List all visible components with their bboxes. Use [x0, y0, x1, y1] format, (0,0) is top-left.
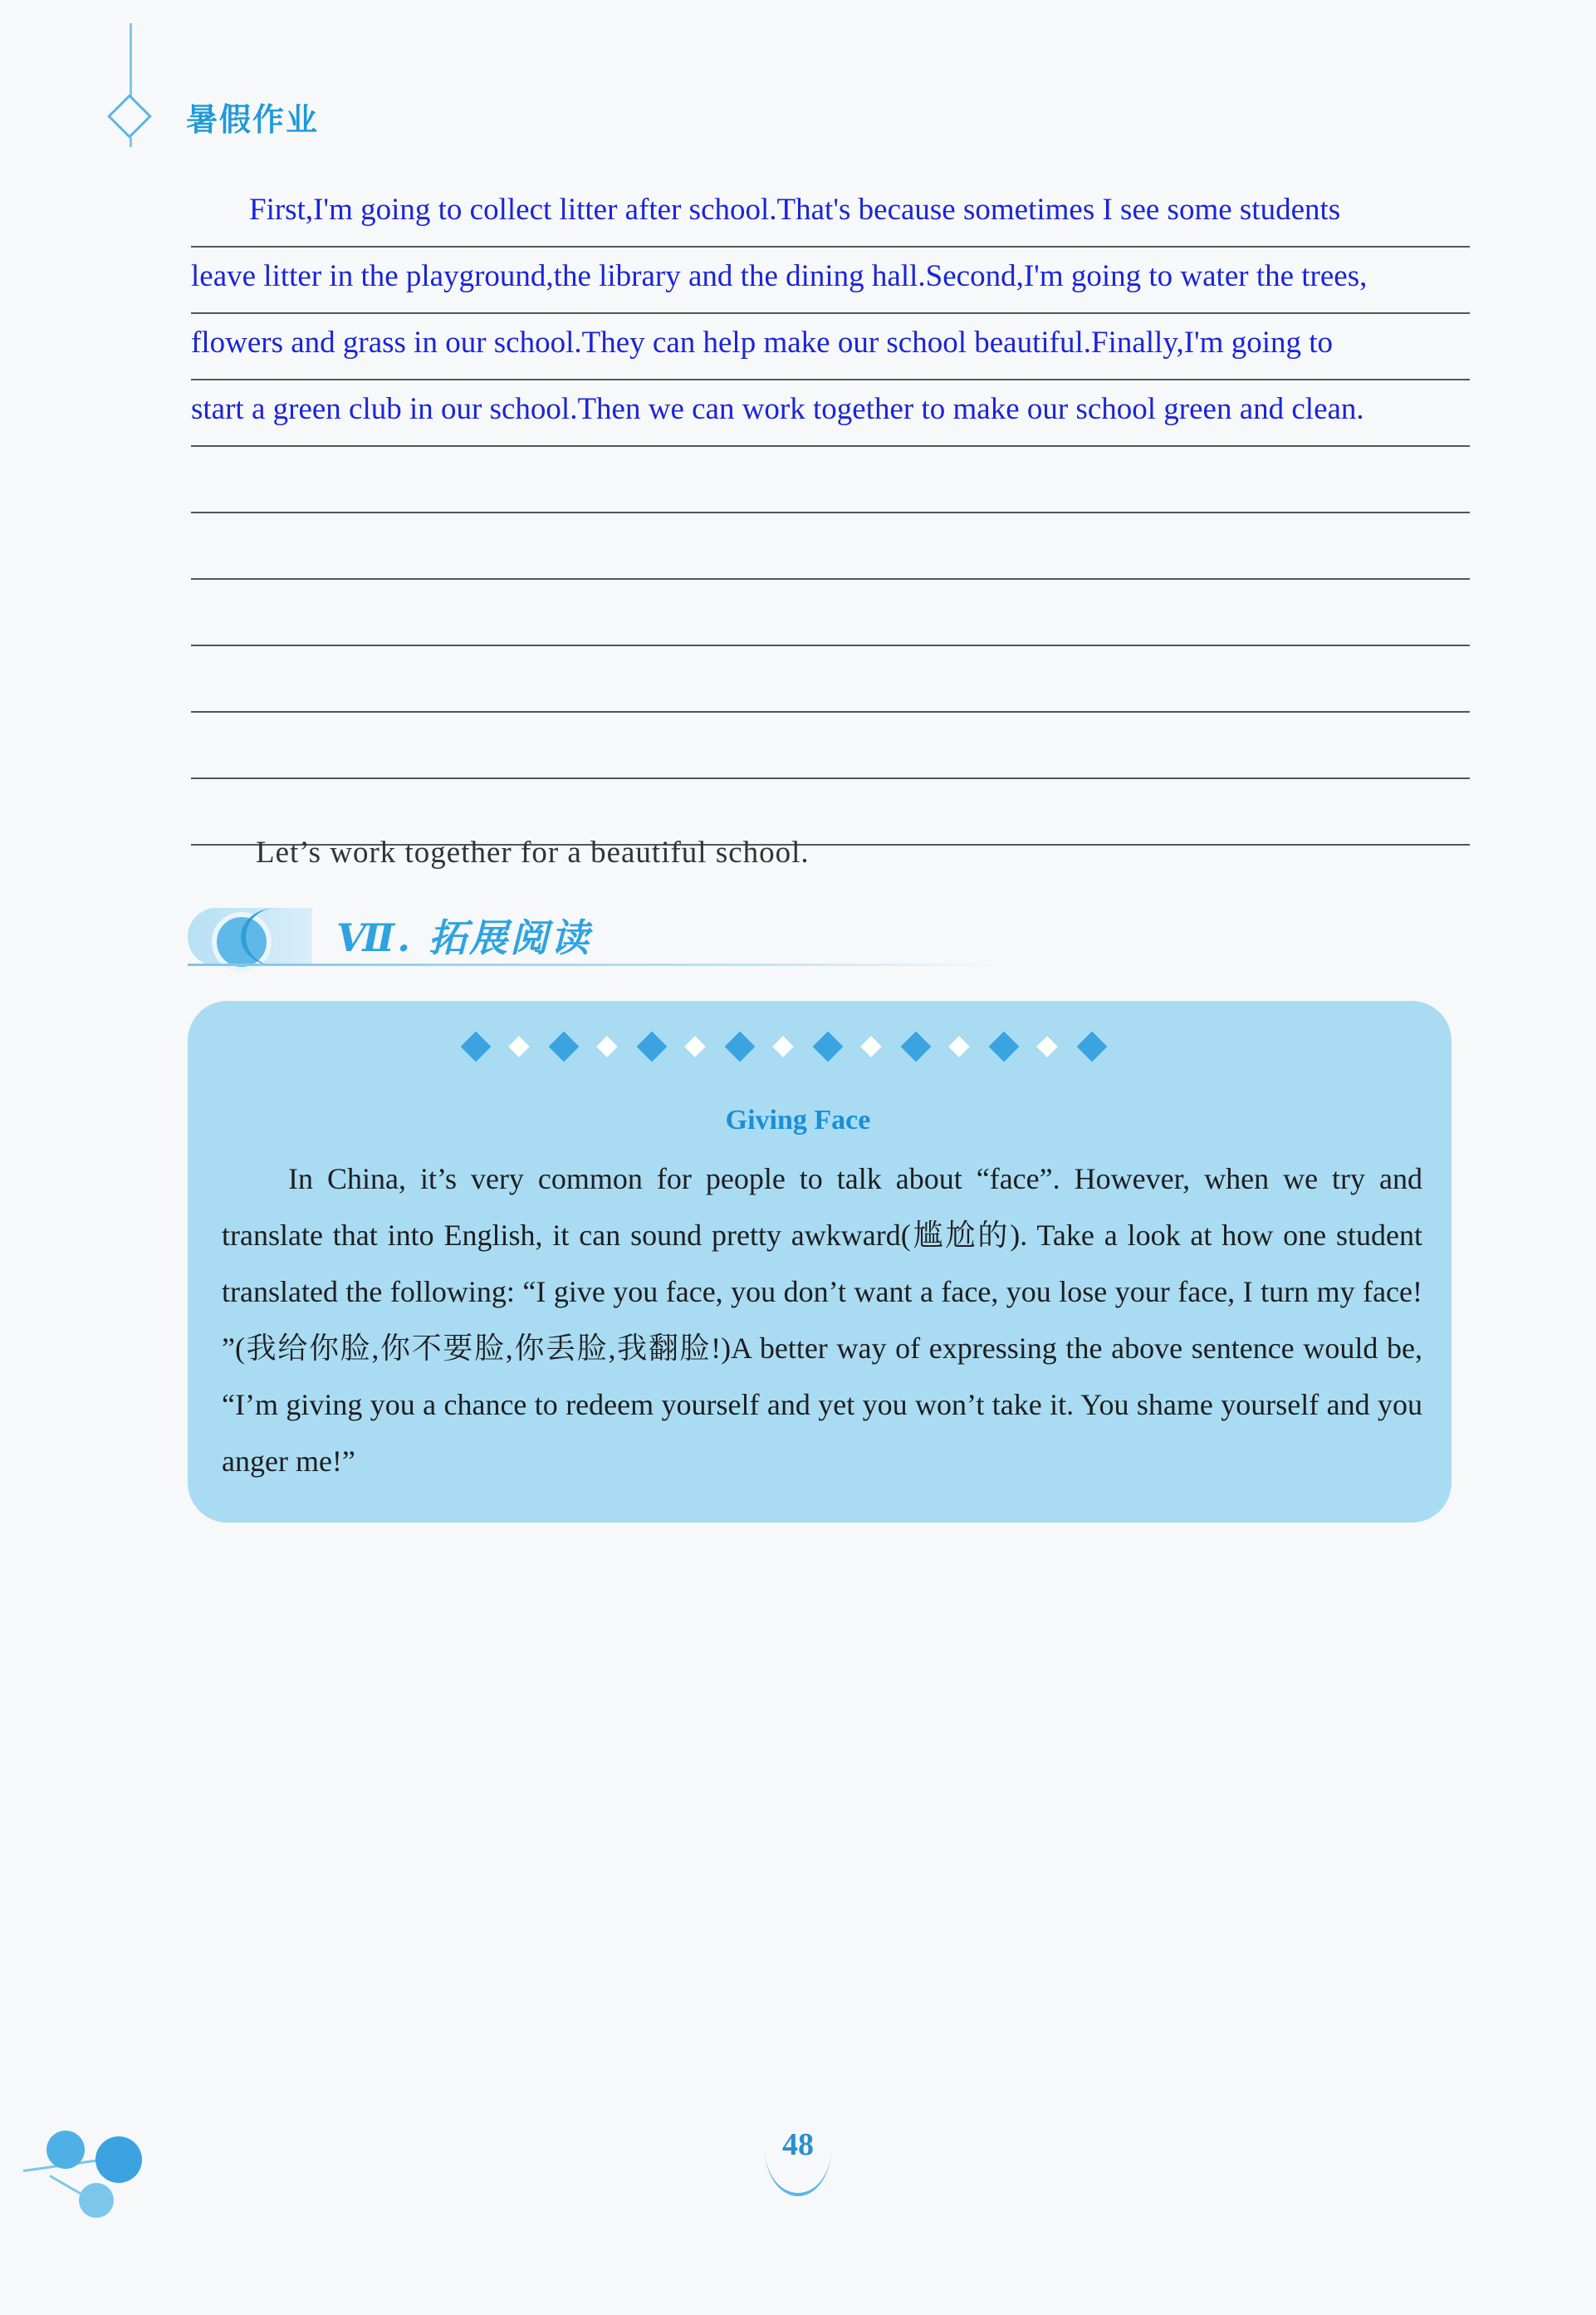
diamond-icon	[684, 1036, 705, 1057]
blank-writing-line	[191, 513, 1470, 580]
reading-title: Giving Face	[725, 1105, 871, 1135]
header-title: 暑假作业	[186, 101, 320, 138]
header-line	[130, 23, 132, 105]
blank-writing-line	[191, 580, 1470, 646]
diamond-icon	[948, 1036, 969, 1057]
answer-line: start a green club in our school.Then we can work together to make our school green and clean.	[191, 380, 1470, 447]
section-title: Ⅶ. 拓展阅读	[336, 915, 592, 960]
arc-decoration	[241, 908, 312, 966]
diamond-icon	[1077, 1032, 1108, 1062]
diamond-icon	[989, 1032, 1020, 1062]
header-line-lower	[130, 137, 132, 147]
diamond-row-decoration	[465, 1036, 1146, 1066]
closing-sentence: Let’s work together for a beautiful school.	[256, 836, 810, 870]
diamond-icon	[637, 1032, 668, 1062]
blank-writing-line	[191, 646, 1470, 713]
diamond-icon	[860, 1036, 881, 1057]
bubble-icon	[95, 2136, 142, 2183]
answer-line: flowers and grass in our school.They can help make our school beautiful.Finally,I'm going to	[191, 314, 1470, 380]
answer-area	[191, 181, 1470, 846]
diamond-icon	[772, 1036, 793, 1057]
diamond-icon	[508, 1036, 529, 1057]
diamond-icon	[725, 1032, 756, 1062]
reading-paragraph: In China, it’s very common for people to talk about “face”. However, when we try and translate that into English, it can sound pretty awkward(尴尬的). Take a look at how one student translated the following: “I give you face, you don’t want a face, you lose your face, I turn my face! ”(我给你脸,你不要脸,你丢脸,我翻脸!)A better way of expressing the above sentence would be, “I’m giving you a chance to redeem yourself and yet you won’t take it. You shame yourself and you anger me!”	[222, 1162, 1422, 1478]
blank-writing-line	[191, 713, 1470, 779]
blank-writing-line	[191, 447, 1470, 513]
reading-passage	[222, 1150, 1422, 1489]
page-number: 48	[782, 2127, 814, 2162]
diamond-icon	[461, 1032, 492, 1062]
diamond-icon	[1036, 1036, 1057, 1057]
bubble-icon	[79, 2183, 114, 2218]
diamond-icon	[596, 1036, 617, 1057]
bubble-icon	[47, 2131, 85, 2169]
diamond-icon	[107, 94, 152, 139]
answer-line: leave litter in the playground,the library and the dining hall.Second,I'm going to water the trees,	[191, 248, 1470, 314]
section-divider	[188, 964, 1001, 966]
diamond-icon	[901, 1032, 932, 1062]
answer-line: First,I'm going to collect litter after school.That's because sometimes I see some students	[191, 181, 1470, 248]
diamond-icon	[813, 1032, 844, 1062]
diamond-icon	[549, 1032, 580, 1062]
